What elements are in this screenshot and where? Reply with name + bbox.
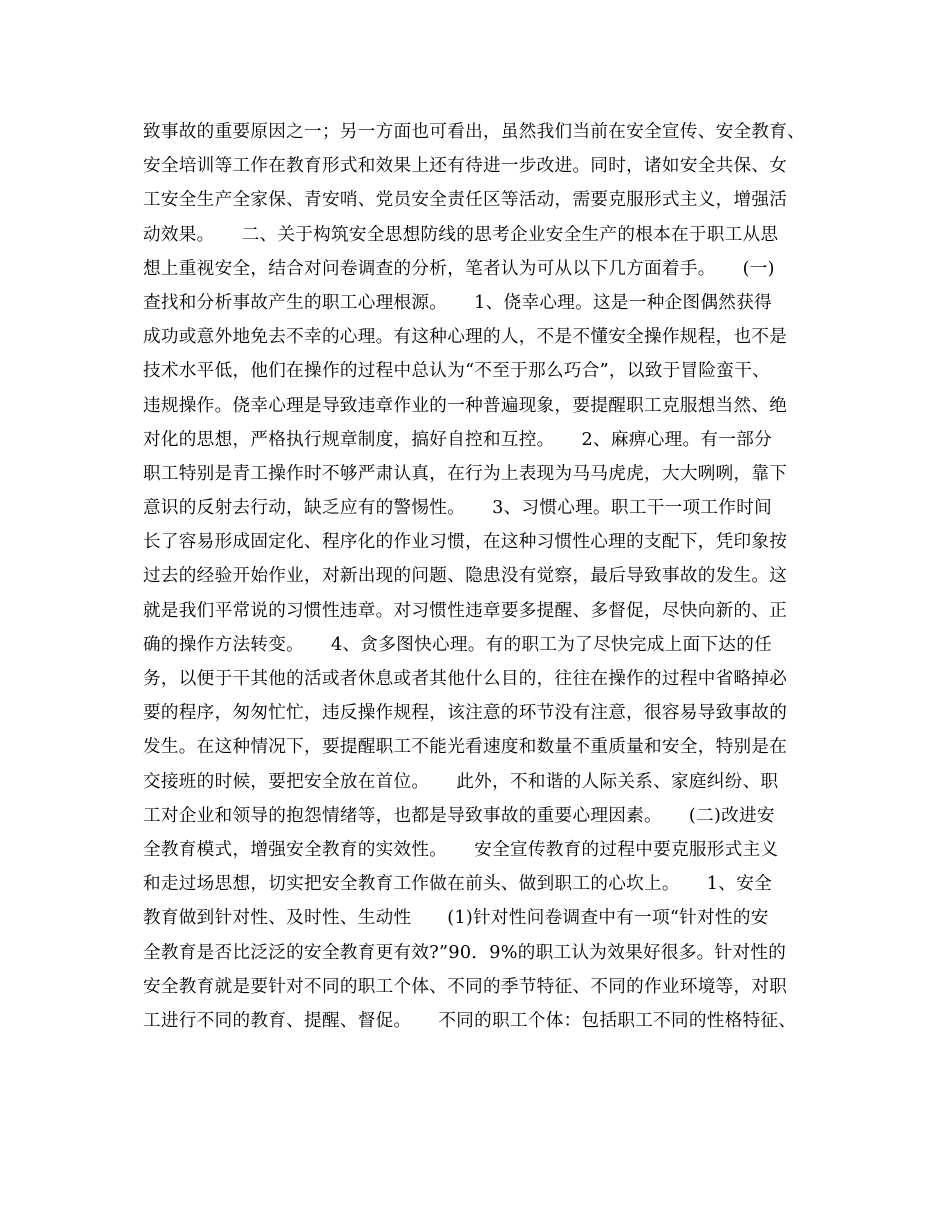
text-line: 安全教育就是要针对不同的职工个体、不同的季节特征、不同的作业环境等，对职 bbox=[143, 976, 788, 997]
text-line: 致事故的重要原因之一；另一方面也可看出，虽然我们当前在安全宣传、安全教育、 bbox=[143, 122, 806, 142]
text-line: 和走过场思想，切实把安全教育工作做在前头、做到职工的心坎上。 1、安全 bbox=[143, 874, 772, 895]
text-line: 工安全生产全家保、青安哨、党员安全责任区等活动，需要克服形式主义，增强活 bbox=[143, 190, 788, 211]
text-line: 长了容易形成固定化、程序化的作业习惯，在这种习惯性心理的支配下，凭印象按 bbox=[143, 532, 788, 553]
body-text bbox=[143, 115, 813, 1038]
text-line: 交接班的时候，要把安全放在首位。 此外，不和谐的人际关系、家庭纠纷、职 bbox=[143, 771, 779, 792]
text-line: 要的程序，匆匆忙忙，违反操作规程，该注意的环节没有注意，很容易导致事故的 bbox=[143, 703, 788, 724]
text-line: 教育做到针对性、及时性、生动性 (1)针对性问卷调查中有一项“针对性的安 bbox=[143, 908, 769, 929]
text-line: 确的操作方法转变。 4、贪多图快心理。有的职工为了尽快完成上面下达的任 bbox=[143, 634, 772, 655]
text-line: 过去的经验开始作业，对新出现的问题、隐患没有觉察，最后导致事故的发生。这 bbox=[143, 566, 788, 587]
text-line: 对化的思想，严格执行规章制度，搞好自控和互控。 2、麻痹心理。有一部分 bbox=[143, 429, 772, 450]
text-line: 职工特别是青工操作时不够严肃认真，在行为上表现为马马虎虎，大大咧咧，靠下 bbox=[143, 463, 788, 484]
text-line: 违规操作。侥幸心理是导致违章作业的一种普遍现象，要提醒职工克服想当然、绝 bbox=[143, 395, 788, 416]
text-line: 全教育模式，增强安全教育的实效性。 安全宣传教育的过程中要克服形式主义 bbox=[143, 839, 779, 860]
text-line: 动效果。 二、关于构筑安全思想防线的思考企业安全生产的根本在于职工从思 bbox=[143, 224, 779, 245]
text-line: 安全培训等工作在教育形式和效果上还有待进一步改进。同时，诸如安全共保、女 bbox=[143, 156, 788, 177]
text-line: 成功或意外地免去不幸的心理。有这种心理的人，不是不懂安全操作规程，也不是 bbox=[143, 327, 788, 348]
text-line: 发生。在这种情况下，要提醒职工不能光看速度和数量不重质量和安全，特别是在 bbox=[143, 737, 788, 758]
text-line: 全教育是否比泛泛的安全教育更有效?”90．9%的职工认为效果好很多。针对性的 bbox=[143, 942, 787, 963]
text-line: 查找和分析事故产生的职工心理根源。 1、侥幸心理。这是一种企图偶然获得 bbox=[143, 292, 772, 313]
text-line: 就是我们平常说的习惯性违章。对习惯性违章要多提醒、多督促，尽快向新的、正 bbox=[143, 600, 788, 621]
text-line: 务，以便于干其他的活或者休息或者其他什么目的，往往在操作的过程中省略掉必 bbox=[143, 669, 788, 689]
text-line: 意识的反射去行动，缺乏应有的警惕性。 3、习惯心理。职工干一项工作时间 bbox=[143, 498, 772, 519]
text-line: 工进行不同的教育、提醒、督促。 不同的职工个体：包括职工不同的性格特征、 bbox=[143, 1010, 797, 1031]
text-line: 想上重视安全，结合对问卷调查的分析，笔者认为可从以下几方面着手。 (一) bbox=[143, 258, 775, 279]
text-line: 技术水平低，他们在操作的过程中总认为“不至于那么巧合”，以致于冒险蛮干、 bbox=[143, 361, 770, 382]
text-line: 工对企业和领导的抱怨情绪等，也都是导致事故的重要心理因素。 (二)改进安 bbox=[143, 805, 775, 826]
